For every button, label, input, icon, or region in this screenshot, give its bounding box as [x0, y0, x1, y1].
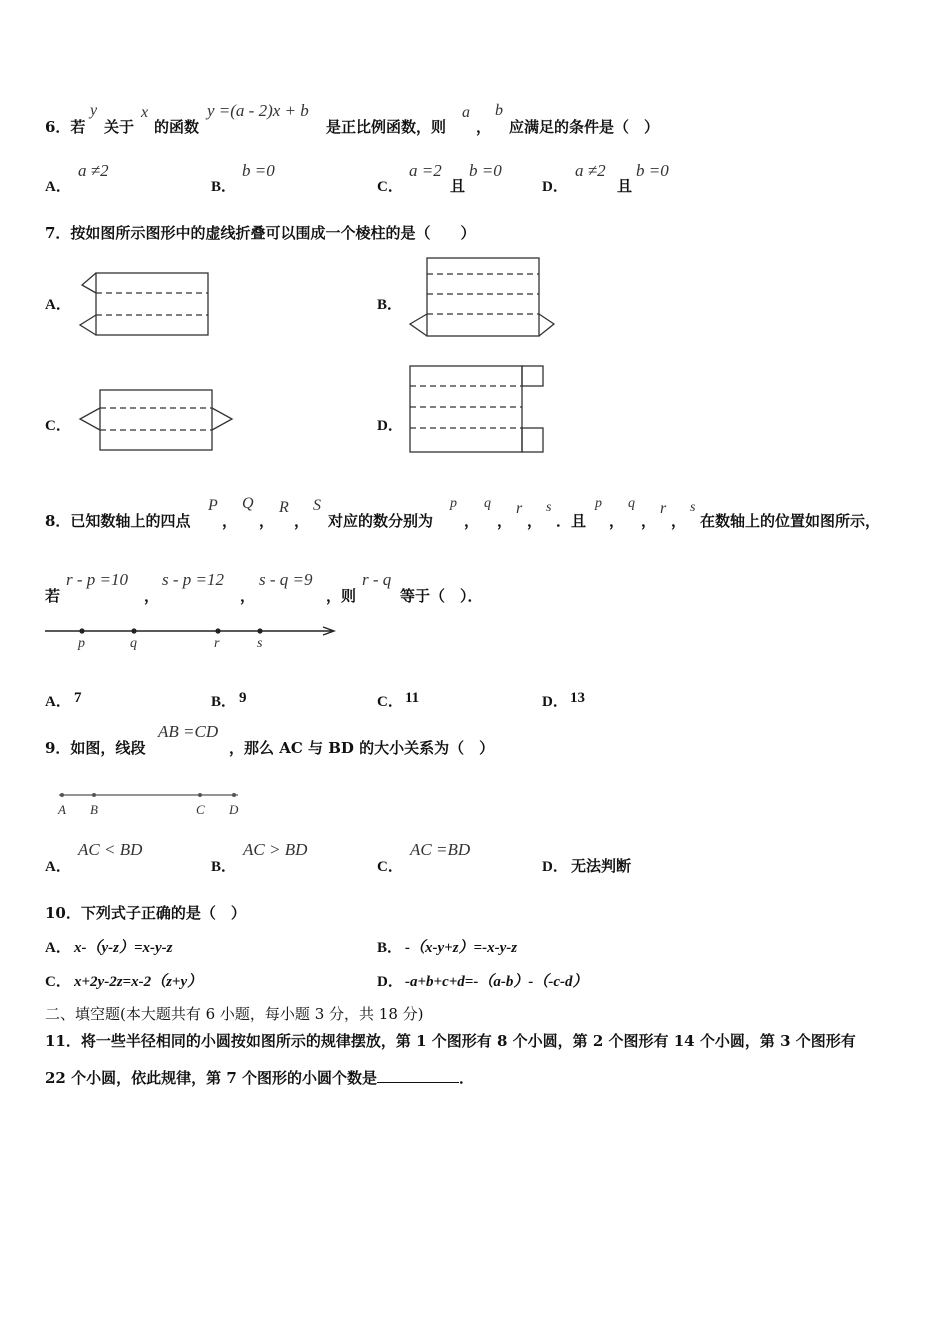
- q8-point-p-dot: [79, 628, 84, 633]
- q8-sep-8: ，: [641, 512, 657, 530]
- q6-var-a: a: [462, 104, 470, 121]
- q8-then: ，则: [326, 587, 357, 605]
- q8-sep-10: ，: [144, 587, 160, 605]
- q8-text-4: 等于（ ）．: [400, 587, 483, 605]
- q9-option-b-label[interactable]: B．: [211, 859, 237, 875]
- q6-option-a-label[interactable]: A．: [45, 179, 71, 195]
- q8-sep-2: ，: [259, 512, 275, 530]
- q9-option-c-label[interactable]: C．: [377, 859, 403, 875]
- q9-point-D: D: [229, 802, 239, 817]
- q6-option-d-math2: b =0: [636, 161, 669, 180]
- q10-option-a-text: x-（y-z）=x-y-z: [74, 940, 173, 956]
- q6-num: 6．若: [45, 118, 86, 136]
- q8-point-S: S: [313, 497, 321, 514]
- q8-cond-2: s - p =12: [162, 570, 224, 589]
- q8-option-a-label[interactable]: A．: [45, 694, 71, 710]
- q6-var-x: x: [141, 104, 149, 121]
- q9-equation: AB =CD: [158, 722, 219, 741]
- q8-sep-1: ，: [222, 512, 238, 530]
- q8-point-P: P: [208, 497, 218, 514]
- q9-point-B: B: [90, 802, 98, 817]
- q8-option-a-value: 7: [74, 690, 82, 706]
- q8-option-d-label[interactable]: D．: [542, 694, 568, 710]
- q6-option-a-math: a ≠2: [78, 161, 109, 180]
- q6-option-d-math1: a ≠2: [575, 161, 606, 180]
- q8-option-c-label[interactable]: C．: [377, 694, 403, 710]
- q8-sep-11: ，: [240, 587, 256, 605]
- q8-axis-label-p: p: [78, 636, 85, 651]
- q8-text-3: 在数轴上的位置如图所示，: [700, 512, 881, 530]
- q7-option-a-label[interactable]: A．: [45, 297, 71, 313]
- q8-num-q2: q: [628, 496, 635, 511]
- q6-option-c-math1: a =2: [409, 161, 442, 180]
- q6-option-c-label[interactable]: C．: [377, 179, 403, 195]
- q6-comma: ，: [476, 118, 492, 136]
- q8-point-q-dot: [131, 628, 136, 633]
- q8-number-line: [44, 622, 340, 656]
- q8-point-R: R: [279, 499, 289, 516]
- q6-text-3: 是正比例函数，则: [326, 118, 447, 136]
- q9-point-A: A: [58, 802, 66, 817]
- q7-figure-d[interactable]: [404, 360, 550, 456]
- q10-option-d-text: -a+b+c+d=-（a-b）-（-c-d）: [405, 974, 588, 990]
- q8-text-1: 对应的数分别为: [328, 512, 434, 530]
- q9-option-c-math: AC =BD: [410, 840, 471, 859]
- q8-point-r-dot: [215, 628, 220, 633]
- q8-cond-3: s - q =9: [259, 570, 313, 589]
- q6-text-2: 的函数: [154, 118, 200, 136]
- q8-option-d-value: 13: [570, 690, 585, 706]
- q8-cond-1: r - p =10: [66, 570, 128, 589]
- q8-num: 8．已知数轴上的四点: [45, 512, 191, 530]
- q7-option-d-label[interactable]: D．: [377, 418, 403, 434]
- q8-point-s-dot: [257, 628, 262, 633]
- q6-option-c-math2: b =0: [469, 161, 502, 180]
- q7-option-b-label[interactable]: B．: [377, 297, 403, 313]
- q8-num-s: s: [546, 500, 552, 515]
- q8-sep-7: ，: [609, 512, 625, 530]
- q9-option-a-label[interactable]: A．: [45, 859, 71, 875]
- q8-sep-6: ，: [527, 512, 543, 530]
- q9-text-1: 9．如图，线段: [45, 739, 146, 757]
- q8-sep-3: ，: [294, 512, 310, 530]
- q8-text-2: ．且: [556, 512, 587, 530]
- q10-option-b-text: -（x-y+z）=-x-y-z: [405, 940, 518, 956]
- q6-text-1: 关于: [104, 118, 135, 136]
- q8-axis-label-r: r: [214, 636, 220, 651]
- q7-figure-c[interactable]: [76, 386, 238, 454]
- q10-option-b-label[interactable]: B．: [377, 940, 403, 956]
- q8-sep-5: ，: [497, 512, 513, 530]
- q8-axis-label-s: s: [257, 636, 263, 651]
- q7-figure-a[interactable]: [76, 268, 216, 340]
- q8-option-b-value: 9: [239, 690, 247, 706]
- q11-answer-blank[interactable]: [377, 1068, 459, 1083]
- q8-num-r2: r: [660, 500, 667, 517]
- q11-line-1: 11．将一些半径相同的小圆按如图所示的规律摆放，第 1 个图形有 8 个小圆，第 2 个图形有 14 个小圆，第 3 个图形有: [45, 1032, 856, 1050]
- q7-figure-b[interactable]: [406, 254, 558, 340]
- q6-option-b-math: b =0: [242, 161, 275, 180]
- q10-option-c-label[interactable]: C．: [45, 974, 71, 990]
- q6-option-d-label[interactable]: D．: [542, 179, 568, 195]
- q6-formula: y =(a - 2)x + b: [207, 101, 309, 120]
- q8-num-q: q: [484, 496, 491, 511]
- q8-if: 若: [45, 587, 61, 605]
- q6-option-c-and: 且: [450, 177, 466, 195]
- q6-var-y: y: [90, 102, 98, 119]
- q9-option-b-math: AC > BD: [243, 840, 308, 859]
- q9-option-d-text: 无法判断: [571, 857, 632, 875]
- q11-line-2-text: 22 个小圆，依此规律，第 7 个图形的小圆个数是: [45, 1069, 377, 1087]
- q10-option-a-label[interactable]: A．: [45, 940, 71, 956]
- q8-ask: r - q: [362, 570, 392, 589]
- q8-num-s2: s: [690, 500, 696, 515]
- q9-text-2: ，那么 AC 与 BD 的大小关系为（ ）: [229, 739, 495, 757]
- q7-stem: 7．按如图所示图形中的虚线折叠可以围成一个棱柱的是（ ）: [45, 224, 476, 242]
- q8-num-p2: p: [595, 496, 602, 511]
- q7-option-c-label[interactable]: C．: [45, 418, 71, 434]
- q6-option-b-label[interactable]: B．: [211, 179, 237, 195]
- q8-point-Q: Q: [242, 495, 254, 512]
- q6-var-b: b: [495, 102, 503, 119]
- q10-option-c-text: x+2y-2z=x-2（z+y）: [74, 974, 203, 990]
- q11-line-2: [45, 1067, 474, 1088]
- q11-end: ．: [458, 1069, 474, 1087]
- q8-sep-4: ，: [464, 512, 480, 530]
- q6-option-d-and: 且: [617, 177, 633, 195]
- q9-segment-figure: [56, 789, 246, 801]
- q8-sep-9: ，: [671, 512, 687, 530]
- q8-axis-label-q: q: [130, 636, 137, 651]
- section-2-title: 二、填空题(本大题共有 6 小题，每小题 3 分，共 18 分): [45, 1005, 424, 1023]
- q8-num-r: r: [516, 500, 523, 517]
- q10-option-d-label[interactable]: D．: [377, 974, 403, 990]
- q8-num-p: p: [450, 496, 457, 511]
- q10-stem: 10．下列式子正确的是（ ）: [45, 904, 246, 922]
- q9-option-d-label[interactable]: D．: [542, 859, 568, 875]
- q9-option-a-math: AC < BD: [78, 840, 143, 859]
- q9-point-C: C: [196, 802, 205, 817]
- q8-option-b-label[interactable]: B．: [211, 694, 237, 710]
- q6-text-4: 应满足的条件是（ ）: [509, 118, 660, 136]
- q8-option-c-value: 11: [405, 690, 420, 706]
